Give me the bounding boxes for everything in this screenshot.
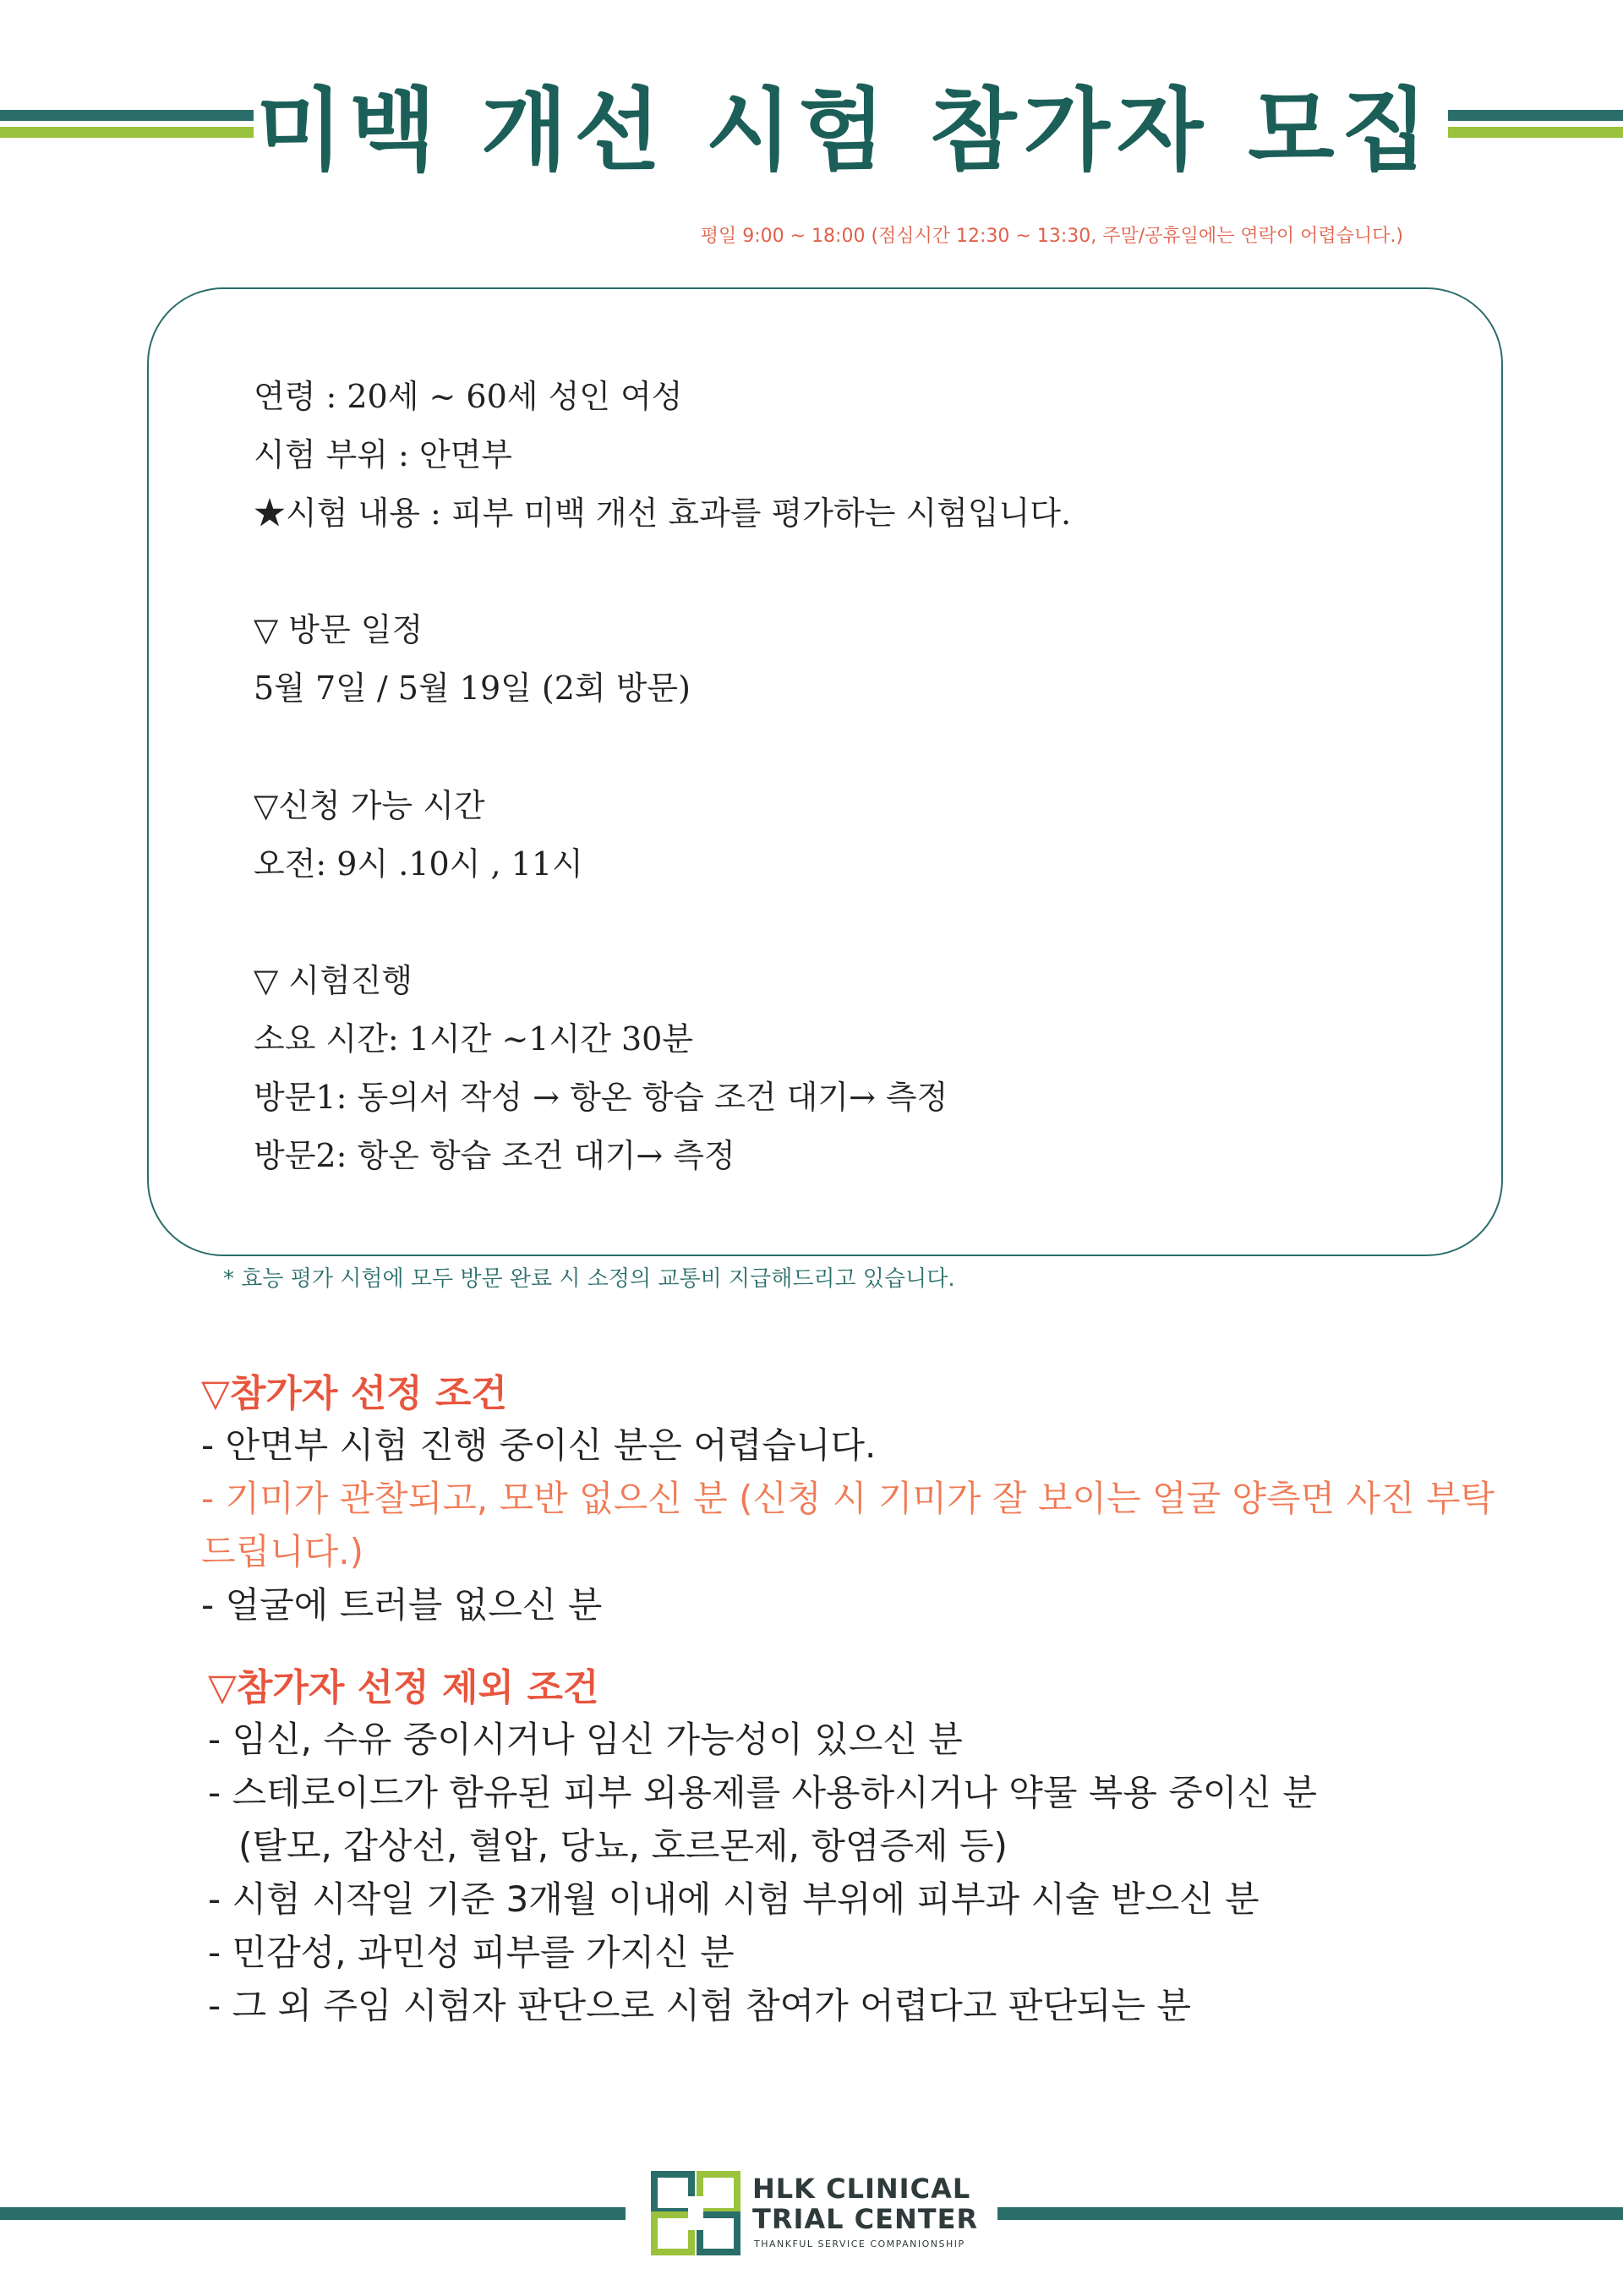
criteria-line: - 얼굴에 트러블 없으신 분: [201, 1584, 603, 1626]
exclusion-line: - 민감성, 과민성 피부를 가지신 분: [208, 1932, 735, 1973]
logo-name-line1: HLK CLINICAL: [752, 2173, 971, 2205]
time-slots: 오전: 9시 .10시 , 11시: [254, 845, 583, 883]
transport-note: * 효능 평가 시험에 모두 방문 완료 시 소정의 교통비 지급해드리고 있습니다.: [223, 1266, 955, 1292]
visit2-line: 방문2: 항온 항습 조건 대기→ 측정: [254, 1137, 735, 1174]
area-line: 시험 부위 : 안면부: [254, 436, 512, 473]
logo-tagline: THANKFUL SERVICE COMPANIONSHIP: [754, 2239, 965, 2250]
contact-hours: 평일 9:00 ~ 18:00 (점심시간 12:30 ~ 13:30, 주말/공휴일에는 연락이 어렵습니다.): [700, 226, 1403, 247]
header-bar-right-teal: [1448, 110, 1623, 121]
header-bar-right-green: [1448, 127, 1623, 138]
age-line: 연령 : 20세 ~ 60세 성인 여성: [254, 378, 683, 415]
exclusion-line: - 임신, 수유 중이시거나 임신 가능성이 있으신 분: [208, 1719, 963, 1760]
criteria-heading: ▽참가자 선정 조건: [201, 1372, 508, 1415]
logo-name-line2: TRIAL CENTER: [752, 2203, 979, 2235]
content-line: ★시험 내용 : 피부 미백 개선 효과를 평가하는 시험입니다.: [254, 495, 1072, 532]
criteria-line: - 안면부 시험 진행 중이신 분은 어렵습니다.: [201, 1424, 877, 1466]
header-bar-left-teal: [0, 110, 254, 121]
criteria-line-highlight-cont: 드립니다.): [201, 1531, 364, 1572]
exclusion-line: - 시험 시작일 기준 3개월 이내에 시험 부위에 피부과 시술 받으신 분: [208, 1878, 1260, 1920]
exclusion-line: - 그 외 주임 시험자 판단으로 시험 참여가 어렵다고 판단되는 분: [208, 1985, 1191, 2026]
exclusion-line-cont: (탈모, 갑상선, 혈압, 당뇨, 호르몬제, 항염증제 등): [238, 1825, 1008, 1867]
footer-bar-left: [0, 2207, 626, 2220]
hlk-logo-icon: [651, 2171, 740, 2255]
visit1-line: 방문1: 동의서 작성 → 항온 항습 조건 대기→ 측정: [254, 1079, 948, 1116]
footer-bar-right: [997, 2207, 1623, 2220]
visit-dates: 5월 7일 / 5월 19일 (2회 방문): [254, 670, 691, 707]
visit-heading: ▽ 방문 일정: [254, 611, 424, 648]
exclusion-heading: ▽참가자 선정 제외 조건: [208, 1666, 599, 1709]
header-bar-left-green: [0, 127, 254, 138]
page-title: 미백 개선 시험 참가자 모집: [256, 79, 1434, 183]
criteria-line-highlight: - 기미가 관찰되고, 모반 없으신 분 (신청 시 기미가 잘 보이는 얼굴 양측면 사진 부탁: [201, 1478, 1495, 1519]
exclusion-line: - 스테로이드가 함유된 피부 외용제를 사용하시거나 약물 복용 중이신 분: [208, 1772, 1317, 1813]
process-heading: ▽ 시험진행: [254, 962, 413, 999]
duration-line: 소요 시간: 1시간 ~1시간 30분: [254, 1020, 694, 1058]
time-heading: ▽신청 가능 시간: [254, 787, 485, 824]
